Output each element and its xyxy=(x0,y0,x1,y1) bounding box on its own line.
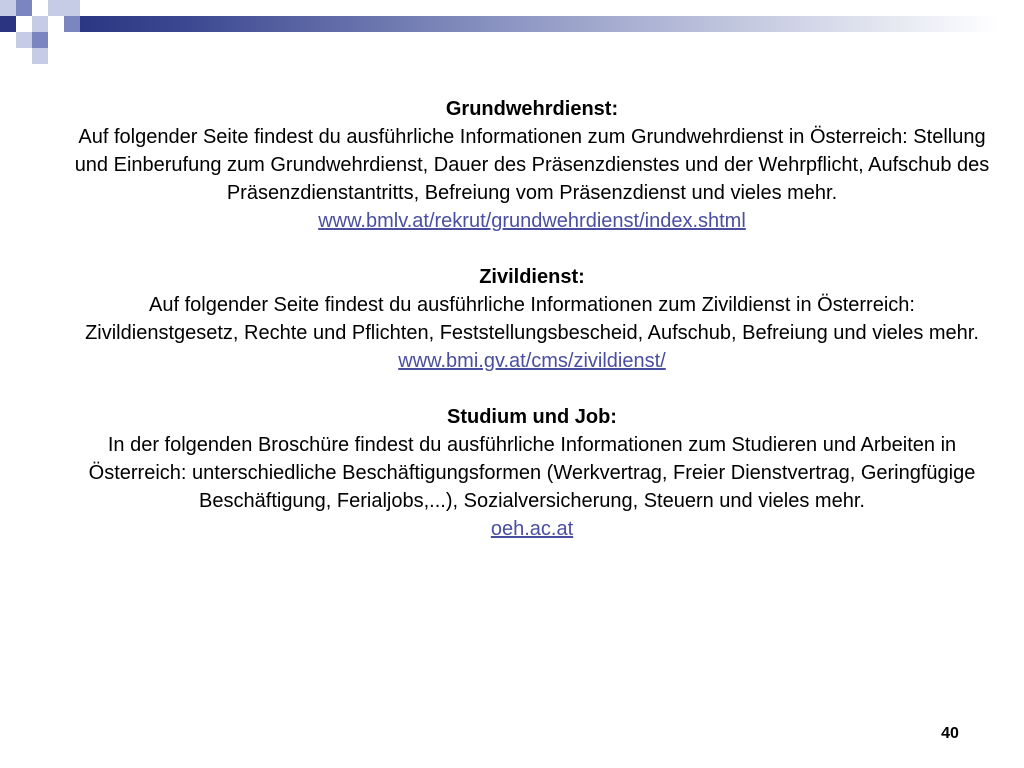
section-body: Auf folgender Seite findest du ausführliche Informationen zum Zivildienst in Österreich: Zivildienstgesetz, Rechte und Pflichten, Feststellungsbescheid, Aufschub, Befreiung und vieles mehr. xyxy=(85,294,979,344)
decor-square xyxy=(32,48,48,64)
decor-square xyxy=(48,16,64,32)
link-bmlv[interactable]: www.bmlv.at/rekrut/grundwehrdienst/index.shtml xyxy=(318,210,746,232)
decor-square xyxy=(32,16,48,32)
slide-content xyxy=(70,95,994,571)
decor-square xyxy=(16,16,32,32)
header-gradient-band xyxy=(0,16,1024,32)
decor-square xyxy=(64,0,80,16)
section-title: Grundwehrdienst: xyxy=(445,98,619,120)
section-body: Auf folgender Seite findest du ausführliche Informationen zum Grundwehrdienst in Österreich: Stellung und Einberufung zum Grundwehrdienst, Dauer des Präsenzdienstes und der Wehrpflicht, Aufschub des Präsenzdienstantritts, Befreiung vom Präsenzdienst und vieles mehr. xyxy=(74,126,990,204)
section-title: Studium und Job: xyxy=(447,406,617,428)
section-studium-und-job xyxy=(70,403,994,543)
decor-square xyxy=(0,0,16,16)
decor-square xyxy=(48,0,64,16)
link-oeh[interactable]: oeh.ac.at xyxy=(490,518,574,540)
decor-square xyxy=(0,16,16,32)
decor-square xyxy=(16,0,32,16)
page-number: 40 xyxy=(941,725,959,742)
decor-square xyxy=(16,32,32,48)
decor-square xyxy=(64,16,80,32)
section-grundwehrdienst xyxy=(70,95,994,235)
section-title: Zivildienst: xyxy=(479,266,585,288)
section-body: In der folgenden Broschüre findest du ausführliche Informationen zum Studieren und Arbeiten in Österreich: unterschiedliche Beschäftigungsformen (Werkvertrag, Freier Dienstvertrag, Geringfügige Beschäftigung, Ferialjobs,...), Sozialversicherung, Steuern und vieles mehr. xyxy=(88,434,976,512)
link-bmi[interactable]: www.bmi.gv.at/cms/zivildienst/ xyxy=(398,350,666,372)
section-zivildienst xyxy=(70,263,994,375)
decor-square xyxy=(32,32,48,48)
